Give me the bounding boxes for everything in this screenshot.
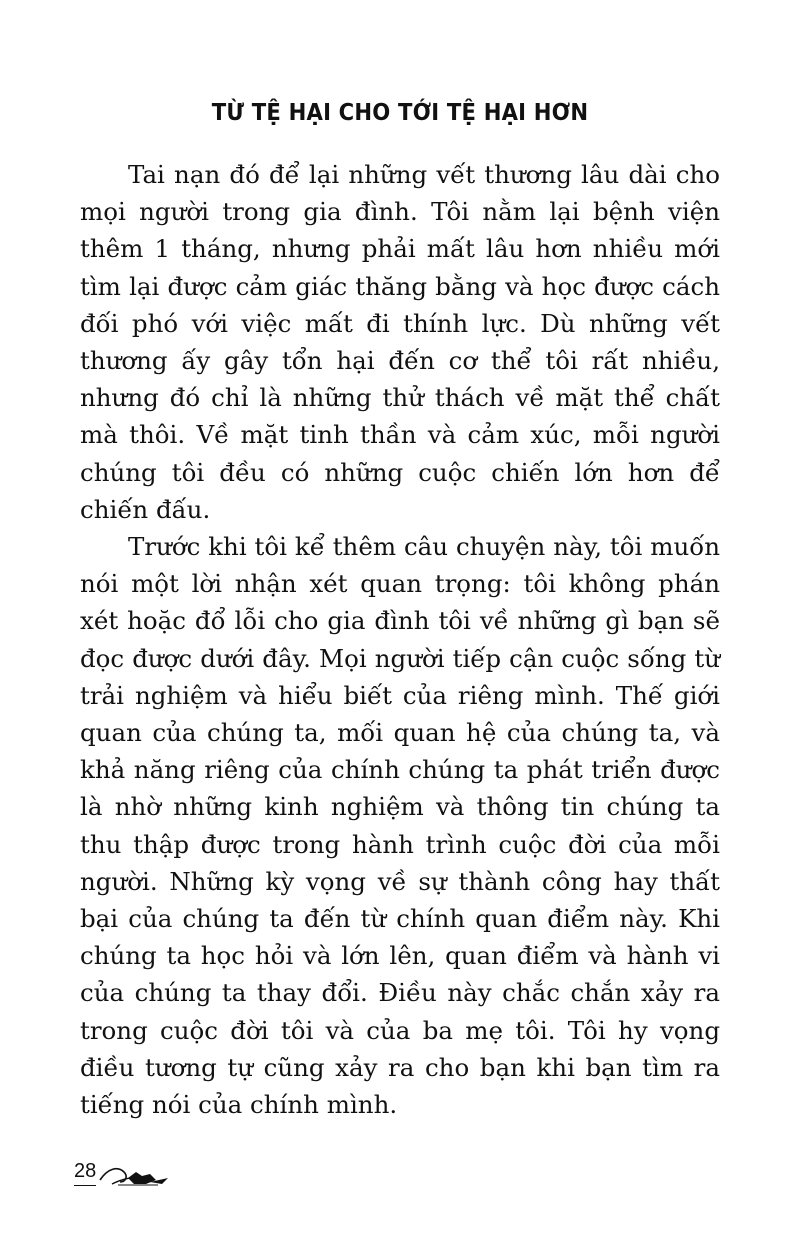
page-footer (74, 1158, 178, 1188)
page-number: 28 (74, 1160, 96, 1186)
body-text (80, 156, 720, 1123)
paragraph-2: Trước khi tôi kể thêm câu chuyện này, tôi muốn nói một lời nhận xét quan trọng: tôi không phán xét hoặc đổ lỗi cho gia đình tôi về những gì bạn sẽ đọc được dưới đây. Mọi người tiếp cận cuộc sống từ trải nghiệm và hiểu biết của riêng mình. Thế giới quan của chúng ta, mối quan hệ của chúng ta, và khả năng riêng của chính chúng ta phát triển được là nhờ những kinh nghiệm và thông tin chúng ta thu thập được trong hành trình cuộc đời của mỗi người. Những kỳ vọng về sự thành công hay thất bại của chúng ta đến từ chính quan điểm này. Khi chúng ta học hỏi và lớn lên, quan điểm và hành vi của chúng ta thay đổi. Điều này chắc chắn xảy ra trong cuộc đời tôi và của ba mẹ tôi. Tôi hy vọng điều tương tự cũng xảy ra cho bạn khi bạn tìm ra tiếng nói của chính mình. (80, 532, 720, 1120)
chapter-heading: TỪ TỆ HẠI CHO TỚI TỆ HẠI HƠN (211, 100, 589, 126)
swoosh-ornament-icon (98, 1158, 178, 1188)
paragraph-1: Tai nạn đó để lại những vết thương lâu dài cho mọi người trong gia đình. Tôi nằm lại bệnh viện thêm 1 tháng, nhưng phải mất lâu hơn nhiều mới tìm lại được cảm giác thăng bằng và học được cách đối phó với việc mất đi thính lực. Dù những vết thương ấy gây tổn hại đến cơ thể tôi rất nhiều, nhưng đó chỉ là những thử thách về mặt thể chất mà thôi. Về mặt tinh thần và cảm xúc, mỗi người chúng tôi đều có những cuộc chiến lớn hơn để chiến đấu. (80, 160, 720, 524)
